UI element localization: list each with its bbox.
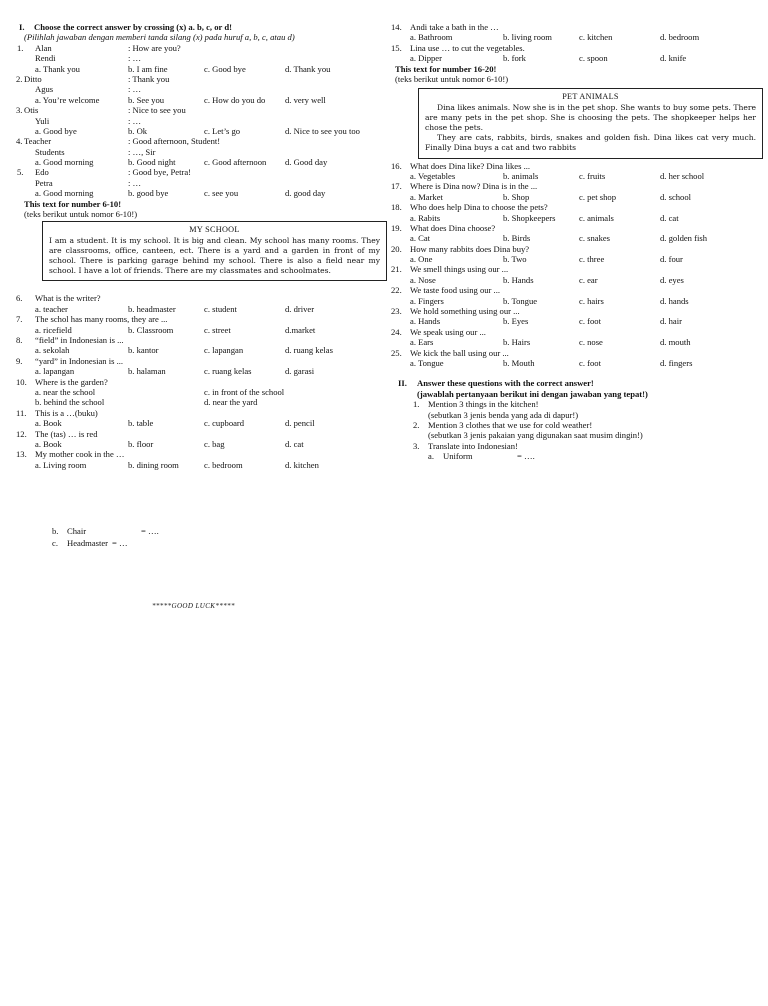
option-a[interactable]: a. Bathroom xyxy=(410,32,453,43)
options-row xyxy=(391,358,763,368)
option-a[interactable]: a. Nose xyxy=(410,274,436,285)
options-row xyxy=(16,460,386,470)
question-row xyxy=(391,285,763,295)
my-school-text-box xyxy=(42,221,387,281)
question-text: Mention 3 things in the kitchen! xyxy=(428,399,539,410)
item-word: Headmaster xyxy=(67,538,109,548)
option-a[interactable]: a. Good bye xyxy=(35,125,77,136)
question-row xyxy=(391,161,763,171)
section-1-subheading: (Pilihlah jawaban dengan memberi tanda silang (x) pada huruf a, b, c, atau d) xyxy=(24,32,295,43)
question-text: The schol has many rooms, they are ... xyxy=(35,314,168,325)
question-number: 2. xyxy=(16,73,23,84)
option-c[interactable]: c. three xyxy=(579,254,605,265)
option-b[interactable]: b. animals xyxy=(503,170,539,181)
option-b[interactable]: b. halaman xyxy=(128,366,166,377)
essay-question xyxy=(391,420,763,430)
option-c[interactable]: c. street xyxy=(204,324,231,335)
option-b[interactable]: b. Good night xyxy=(128,157,176,168)
speaker-name: Petra xyxy=(35,177,53,188)
option-c[interactable]: c. cupboard xyxy=(204,418,245,429)
question-number: 3. xyxy=(16,105,23,116)
question-text: How many rabbits does Dina buy? xyxy=(410,243,530,254)
question-number: 17. xyxy=(391,181,402,192)
translate-continuation xyxy=(52,526,352,550)
question-row xyxy=(391,181,763,191)
dialog-line xyxy=(16,53,386,63)
item-letter: b. xyxy=(52,526,59,536)
option-b[interactable]: b. Shopkeepers xyxy=(503,212,556,223)
option-a[interactable]: a. Vegetables xyxy=(410,170,456,181)
options-row xyxy=(391,254,763,264)
option-a[interactable]: a. Cat xyxy=(410,233,431,244)
option-b[interactable]: b. floor xyxy=(128,438,154,449)
question-text: Where is Dina now? Dina is in the ... xyxy=(410,181,538,192)
option-c[interactable]: c. Good bye xyxy=(204,63,246,74)
speaker-name: Teacher xyxy=(24,136,52,147)
item-word: Chair xyxy=(67,526,87,536)
left-column xyxy=(16,22,386,470)
option-d[interactable]: d. cat xyxy=(285,438,304,449)
question-text: Lina use … to cut the vegetables. xyxy=(410,42,525,53)
option-a[interactable]: a. Good morning xyxy=(35,188,94,199)
options-row xyxy=(391,337,763,347)
right-column xyxy=(391,22,763,462)
question-number: 25. xyxy=(391,347,402,358)
question-row xyxy=(391,244,763,254)
question-number: 5. xyxy=(17,167,24,178)
option-c[interactable]: c. ear xyxy=(579,274,598,285)
question-text: What does Dina like? Dina likes ... xyxy=(410,160,531,171)
question-number: 4. xyxy=(16,136,23,147)
option-d[interactable]: d. hair xyxy=(660,316,682,327)
dialog-text: : … xyxy=(128,84,142,95)
option-d[interactable]: d. good day xyxy=(285,188,326,199)
option-c[interactable]: c. see you xyxy=(204,188,239,199)
option-b[interactable]: b. living room xyxy=(503,32,552,43)
essay-hint xyxy=(391,410,763,420)
question-row xyxy=(16,356,386,366)
option-a[interactable]: a. Thank you xyxy=(35,63,80,74)
speaker-name: Ditto xyxy=(24,73,42,84)
questions-16-25 xyxy=(391,161,763,369)
question-text: Andi take a bath in the … xyxy=(410,22,499,32)
question-number: 9. xyxy=(16,355,23,366)
option-d[interactable]: d. school xyxy=(660,191,692,202)
question-text: What is the writer? xyxy=(35,293,101,304)
option-b[interactable]: b. Hands xyxy=(503,274,534,285)
option-a[interactable]: a. Good morning xyxy=(35,157,94,168)
options-row xyxy=(391,275,763,285)
option-c[interactable]: c. fruits xyxy=(579,170,606,181)
option-d[interactable]: d. near the yard xyxy=(204,397,258,408)
option-a[interactable]: a. near the school xyxy=(35,386,96,397)
options-row xyxy=(16,439,386,449)
question-number: 6. xyxy=(16,293,23,304)
good-luck-footer: *****GOOD LUCK***** xyxy=(152,602,235,610)
options-row xyxy=(391,213,763,223)
option-a[interactable]: a. Rabits xyxy=(410,212,441,223)
text-6-10-label: This text for number 6-10! xyxy=(24,198,122,209)
option-d[interactable]: d. very well xyxy=(285,94,326,105)
section-2-heading: II. Answer these questions with the correct answer! xyxy=(398,378,594,389)
question-row xyxy=(16,449,386,459)
speaker-name: Edo xyxy=(35,167,49,178)
option-a[interactable]: a. One xyxy=(410,254,433,265)
options-row xyxy=(16,95,386,105)
option-d[interactable]: d. garasi xyxy=(285,366,315,377)
question-text: We smell things using our ... xyxy=(410,264,509,275)
option-c[interactable]: c. Let’s go xyxy=(204,125,241,136)
option-d[interactable]: d. Nice to see you too xyxy=(285,125,360,136)
option-c[interactable]: c. How do you do xyxy=(204,94,266,105)
speaker-name: Yuli xyxy=(35,115,50,126)
dialog-text: : Nice to see you xyxy=(128,105,186,116)
question-number: 18. xyxy=(391,202,402,213)
option-a[interactable]: a. You’re welcome xyxy=(35,94,100,105)
question-row xyxy=(391,223,763,233)
question-row xyxy=(391,22,763,32)
option-d[interactable]: d. driver xyxy=(285,303,315,314)
dialog-text: : … xyxy=(128,53,142,64)
option-c[interactable]: c. hairs xyxy=(579,295,604,306)
option-a[interactable]: a. Fingers xyxy=(410,295,444,306)
translate-item xyxy=(52,538,352,550)
option-c[interactable]: c. bedroom xyxy=(204,459,243,470)
question-text: We hold something using our ... xyxy=(410,306,520,317)
question-row xyxy=(391,43,763,53)
question-number: 14. xyxy=(391,22,402,32)
dialog-text: : Good afternoon, Student! xyxy=(128,136,221,147)
pet-animals-paragraph-1: Dina likes animals. Now she is in the pet shop. She wants to buy some pets. There are many pets in the pet shop. She is choosing the pets. The shopkeeper helps her chose the pets. xyxy=(425,102,756,132)
question-text: What does Dina choose? xyxy=(410,222,496,233)
options-row xyxy=(391,192,763,202)
option-a[interactable]: a. Tongue xyxy=(410,357,444,368)
option-d[interactable]: d. golden fish xyxy=(660,233,708,244)
question-row xyxy=(16,429,386,439)
dialog-text: : Good bye, Petra! xyxy=(128,167,192,178)
pet-animals-text-box xyxy=(418,88,763,158)
essay-question-3: 3. Translate into Indonesian! xyxy=(413,440,518,451)
text-16-20-label: This text for number 16-20! xyxy=(395,63,497,74)
question-row xyxy=(16,314,386,324)
question-hint: (sebutkan 3 jenis benda yang ada di dapur!) xyxy=(428,409,579,420)
option-d[interactable]: d. fingers xyxy=(660,357,693,368)
dialog-line xyxy=(16,84,386,94)
answer-blank[interactable]: = … xyxy=(112,538,128,548)
option-b[interactable]: b. headmaster xyxy=(128,303,176,314)
options-row xyxy=(16,126,386,136)
dialog-text: : …, Sir xyxy=(128,146,156,157)
speaker-name: Agus xyxy=(35,84,54,95)
question-number: 12. xyxy=(16,428,27,439)
option-c[interactable]: c. animals xyxy=(579,212,614,223)
options-row xyxy=(16,64,386,74)
question-text: We speak using our ... xyxy=(410,326,486,337)
questions-14-15 xyxy=(391,22,763,64)
option-a[interactable]: a. Dipper xyxy=(410,53,442,64)
speaker-name: Students xyxy=(35,146,65,157)
options-row xyxy=(16,366,386,376)
options-row xyxy=(16,345,386,355)
question-number: 23. xyxy=(391,306,402,317)
option-d[interactable]: d. cat xyxy=(660,212,679,223)
questions-6-9 xyxy=(16,293,386,376)
option-d[interactable]: d. mouth xyxy=(660,337,691,348)
option-b[interactable]: b. I am fine xyxy=(128,63,168,74)
dialog-line xyxy=(16,167,386,177)
dialog-line xyxy=(16,147,386,157)
option-d[interactable]: d. eyes xyxy=(660,274,684,285)
option-b[interactable]: b. Hairs xyxy=(503,337,531,348)
options-row xyxy=(391,233,763,243)
option-c[interactable]: c. in front of the school xyxy=(204,386,285,397)
options-row xyxy=(391,32,763,42)
section-2-subheading: (jawablah pertanyaan berikut ini dengan jawaban yang tepat!) xyxy=(417,388,648,399)
option-b[interactable]: b. good bye xyxy=(128,188,169,199)
option-c[interactable]: c. snakes xyxy=(579,233,611,244)
question-number: 20. xyxy=(391,243,402,254)
option-d[interactable]: d.market xyxy=(285,324,316,335)
option-b[interactable]: b. dining room xyxy=(128,459,179,470)
answer-blank[interactable]: = …. xyxy=(517,451,535,462)
question-row xyxy=(391,264,763,274)
option-a[interactable]: a. teacher xyxy=(35,303,68,314)
essay-questions xyxy=(391,399,763,441)
question-number: 8. xyxy=(16,335,23,345)
translate-item: a. Uniform = …. xyxy=(428,451,535,462)
my-school-title: MY SCHOOL xyxy=(189,225,240,235)
option-c[interactable]: c. Good afternoon xyxy=(204,157,267,168)
options-row xyxy=(391,53,763,63)
question-row xyxy=(16,335,386,345)
text-6-10-sublabel: (teks berikut untuk nomor 6-10!) xyxy=(24,209,138,220)
option-b[interactable]: b. behind the school xyxy=(35,397,105,408)
options-row xyxy=(391,171,763,181)
options-row xyxy=(16,418,386,428)
option-b[interactable]: b. Shop xyxy=(503,191,530,202)
option-c[interactable]: c. foot xyxy=(579,357,601,368)
dialog-line xyxy=(16,116,386,126)
option-b[interactable]: b. table xyxy=(128,418,154,429)
option-a[interactable]: a. sekolah xyxy=(35,345,70,356)
option-c[interactable]: c. ruang kelas xyxy=(204,366,252,377)
option-a[interactable]: a. ricefield xyxy=(35,324,72,335)
dialog-line xyxy=(16,136,386,146)
option-c[interactable]: c. pet shop xyxy=(579,191,616,202)
option-c[interactable]: c. lapangan xyxy=(204,345,244,356)
question-row xyxy=(16,293,386,303)
question-text: “field” in Indonesian is ... xyxy=(35,335,124,345)
question-number: 1. xyxy=(413,399,420,410)
question-row xyxy=(391,202,763,212)
option-c[interactable]: c. kitchen xyxy=(579,32,613,43)
option-c[interactable]: c. bag xyxy=(204,438,225,449)
option-d[interactable]: d. Good day xyxy=(285,157,328,168)
question-row xyxy=(391,327,763,337)
option-b[interactable]: b. Birds xyxy=(503,233,531,244)
option-b[interactable]: b. Two xyxy=(503,254,527,265)
question-number: 7. xyxy=(16,314,23,325)
question-text: Who does help Dina to choose the pets? xyxy=(410,202,548,213)
section-1-heading: I. Choose the correct answer by crossing (x) a. b, c, or d! xyxy=(19,22,232,32)
question-row xyxy=(391,348,763,358)
option-d[interactable]: d. knife xyxy=(660,53,687,64)
option-a[interactable]: a. Living room xyxy=(35,459,87,470)
translate-item xyxy=(52,526,352,538)
option-a[interactable]: a. Market xyxy=(410,191,443,202)
question-number: 15. xyxy=(391,42,402,53)
dialog-line xyxy=(16,74,386,84)
question-hint: (sebutkan 3 jenis pakaian yang digunakan saat musim dingin!) xyxy=(428,430,643,441)
option-d[interactable]: d. hands xyxy=(660,295,689,306)
option-a[interactable]: a. Ears xyxy=(410,337,434,348)
question-number: 13. xyxy=(16,449,27,460)
essay-question xyxy=(391,399,763,409)
options-row xyxy=(16,304,386,314)
option-d[interactable]: d. four xyxy=(660,254,683,265)
essay-hint xyxy=(391,430,763,440)
dialog-line xyxy=(16,105,386,115)
dialog-text: : How are you? xyxy=(128,42,181,53)
question-row xyxy=(16,408,386,418)
option-b[interactable]: b. Eyes xyxy=(503,316,529,327)
text-16-20-sublabel: (teks berikut untuk nomor 6-10!) xyxy=(395,73,509,84)
question-number: 22. xyxy=(391,285,402,296)
options-row xyxy=(16,188,386,198)
question-text: My mother cook in the … xyxy=(35,449,125,460)
option-b[interactable]: b. Classroom xyxy=(128,324,174,335)
option-d[interactable]: d. kitchen xyxy=(285,459,319,470)
option-d[interactable]: d. pencil xyxy=(285,418,315,429)
question-row xyxy=(391,306,763,316)
option-c[interactable]: c. spoon xyxy=(579,53,608,64)
option-b[interactable]: b. kantor xyxy=(128,345,159,356)
option-d[interactable]: d. her school xyxy=(660,170,705,181)
speaker-name: Alan xyxy=(35,42,52,53)
item-letter: c. xyxy=(52,538,58,548)
question-text: We kick the ball using our ... xyxy=(410,347,509,358)
question-number: 24. xyxy=(391,326,402,337)
options-row xyxy=(16,157,386,167)
dialog-text: : … xyxy=(128,177,142,188)
option-b[interactable]: b. See you xyxy=(128,94,165,105)
option-d[interactable]: d. Thank you xyxy=(285,63,331,74)
dialog-line xyxy=(16,178,386,188)
pet-animals-title: PET ANIMALS xyxy=(562,92,619,102)
question-number: 1. xyxy=(17,42,24,53)
dialog-line xyxy=(16,43,386,53)
option-c[interactable]: c. student xyxy=(204,303,237,314)
option-c[interactable]: c. nose xyxy=(579,337,603,348)
dialog-questions xyxy=(16,43,386,199)
option-b[interactable]: b. Mouth xyxy=(503,357,535,368)
options-row xyxy=(16,325,386,335)
option-a[interactable]: a. lapangan xyxy=(35,366,75,377)
option-a[interactable]: a. Book xyxy=(35,438,62,449)
pet-animals-paragraph-2: They are cats, rabbits, birds, snakes and golden fish. Dina likes cat very much. Finally Dina buys a cat and two rabbits xyxy=(425,133,756,153)
option-c[interactable]: c. foot xyxy=(579,316,601,327)
option-a[interactable]: a. Book xyxy=(35,418,62,429)
question-text: We taste food using our ... xyxy=(410,285,501,296)
speaker-name: Rendi xyxy=(35,53,56,64)
question-text: Mention 3 clothes that we use for cold weather! xyxy=(428,419,593,430)
dialog-text: : Thank you xyxy=(128,73,170,84)
question-text: “yard” in Indonesian is ... xyxy=(35,355,124,366)
question-10: 10. Where is the garden? a. near the school c. in front of the school b. behind the school d. near the yard xyxy=(16,376,285,408)
question-number: 19. xyxy=(391,222,402,233)
questions-11-13 xyxy=(16,408,386,470)
dialog-text: : … xyxy=(128,115,142,126)
option-a[interactable]: a. Hands xyxy=(410,316,441,327)
my-school-body: I am a student. It is my school. It is big and clean. My school has many rooms. They are classrooms, office, canteen, ect. There is a yard and a garden in front of my school. There is parking garage behind my school. There is also a field near my school. I have a lot of friends. There are my classmates and schoolmates. xyxy=(49,235,380,276)
question-number: 21. xyxy=(391,264,402,275)
option-b[interactable]: b. Tongue xyxy=(503,295,538,306)
question-text: The (tas) … is red xyxy=(35,428,98,439)
question-text: This is a …(buku) xyxy=(35,407,98,418)
option-b[interactable]: b. fork xyxy=(503,53,526,64)
option-b[interactable]: b. Ok xyxy=(128,125,148,136)
question-number: 2. xyxy=(413,419,420,430)
question-number: 11. xyxy=(16,407,27,418)
answer-blank[interactable]: = …. xyxy=(141,526,159,536)
speaker-name: Otis xyxy=(24,105,39,116)
options-row xyxy=(391,316,763,326)
options-row xyxy=(391,296,763,306)
option-d[interactable]: d. bedroom xyxy=(660,32,700,43)
question-number: 16. xyxy=(391,160,402,171)
option-d[interactable]: d. ruang kelas xyxy=(285,345,333,356)
